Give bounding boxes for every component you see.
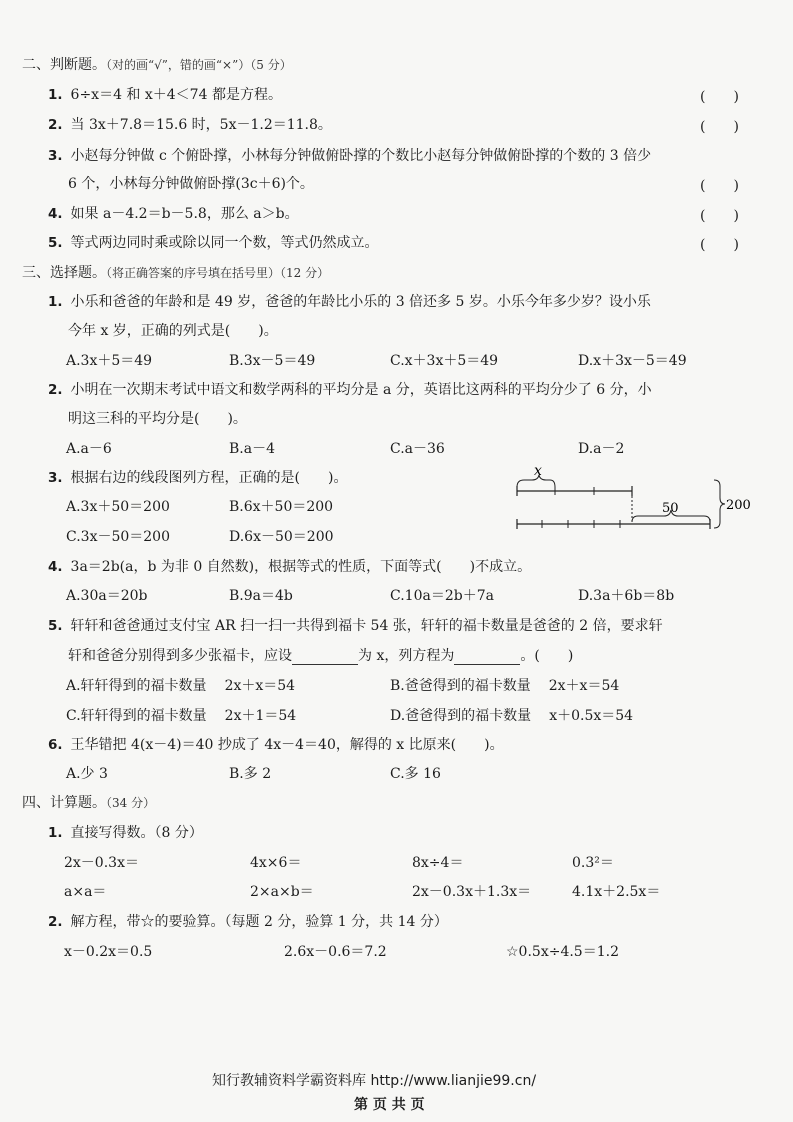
judge-question-3 — [48, 145, 651, 165]
section-2-heading — [22, 54, 292, 74]
question-number: 6. — [48, 737, 63, 753]
answer-paren[interactable]: ( ) — [700, 89, 739, 105]
question-text-continued: 6 个，小林每分钟做俯卧撑(3c＋6)个。 — [68, 176, 314, 192]
choice-question-5 — [48, 615, 663, 635]
calc-item: 4x×6＝ — [250, 855, 302, 871]
option-d[interactable] — [390, 705, 633, 725]
option-b[interactable]: B.6x＋50＝200 — [229, 499, 334, 515]
option-equation: 2x＋1＝54 — [224, 708, 297, 724]
question-number: 4. — [48, 206, 63, 222]
equation-item: ☆0.5x÷4.5＝1.2 — [506, 944, 619, 960]
page-number: 第 页 共 页 — [354, 1097, 425, 1113]
equation-item: 2.6x－0.6＝7.2 — [284, 944, 387, 960]
calc-item: 8x÷4＝ — [412, 855, 464, 871]
fill-blank[interactable] — [292, 650, 358, 665]
question-text: 轩和爸爸分别得到多少张福卡，应设 — [68, 648, 292, 664]
question-text: 轩轩和爸爸通过支付宝 AR 扫一扫一共得到福卡 54 张，轩轩的福卡数量是爸爸的 2 倍，要求轩 — [70, 618, 663, 634]
question-text: 小明在一次期末考试中语文和数学两科的平均分是 a 分，英语比这两科的平均分少了 6 分，小 — [70, 382, 652, 398]
option-a[interactable] — [66, 675, 295, 695]
option-a[interactable]: A.3x＋50＝200 — [66, 499, 170, 515]
question-number: 1. — [48, 825, 63, 841]
question-number: 5. — [48, 618, 63, 634]
question-number: 3. — [48, 148, 63, 164]
section-title: 二、判断题。 — [22, 57, 106, 73]
question-number: 2. — [48, 117, 63, 133]
question-number: 1. — [48, 87, 63, 103]
option-equation: 2x＋x＝54 — [548, 678, 620, 694]
brace-50 — [632, 510, 710, 522]
option-label: A.轩轩得到的福卡数量 — [66, 678, 207, 694]
question-text-continued: 明这三科的平均分是( )。 — [68, 411, 247, 427]
option-b[interactable]: B.9a＝4b — [229, 588, 293, 604]
choice-question-3 — [48, 467, 347, 487]
question-text: 王华错把 4(x－4)＝40 抄成了 4x－4＝40，解得的 x 比原来( )。 — [70, 737, 504, 753]
question-text-continued — [68, 645, 573, 665]
section-title: 三、选择题。 — [22, 265, 106, 281]
answer-paren[interactable]: ( ) — [700, 119, 739, 135]
option-c[interactable]: C.a－36 — [390, 441, 445, 457]
option-b[interactable]: B.多 2 — [229, 766, 272, 782]
option-d[interactable]: D.3a＋6b＝8b — [578, 588, 675, 604]
judge-question-4 — [48, 203, 299, 223]
section-4-heading — [22, 792, 155, 812]
option-a[interactable]: A.30a＝20b — [66, 588, 148, 604]
option-a[interactable]: A.少 3 — [66, 766, 108, 782]
option-a[interactable]: A.3x＋5＝49 — [66, 353, 153, 369]
answer-paren[interactable]: ( ) — [700, 208, 739, 224]
question-text: 根据右边的线段图列方程，正确的是( )。 — [70, 470, 348, 486]
option-d[interactable]: D.x＋3x－5＝49 — [578, 353, 687, 369]
option-c[interactable] — [66, 705, 296, 725]
question-text: 小乐和爸爸的年龄和是 49 岁，爸爸的年龄比小乐的 3 倍还多 5 岁。小乐今年多少岁？设小乐 — [70, 294, 651, 310]
question-text: 解方程，带☆的要验算。（每题 2 分，验算 1 分，共 14 分） — [70, 914, 448, 930]
calc-question-2 — [48, 911, 448, 931]
section-note: （对的画“√”，错的画“×”）（5 分） — [106, 58, 292, 72]
label-50: 50 — [662, 501, 679, 516]
question-text: 为 x，列方程为 — [358, 648, 455, 664]
choice-question-2 — [48, 379, 652, 399]
option-equation: x＋0.5x＝54 — [549, 708, 634, 724]
option-label: D.爸爸得到的福卡数量 — [390, 708, 532, 724]
choice-question-1 — [48, 291, 651, 311]
option-d[interactable]: D.a－2 — [578, 441, 625, 457]
option-b[interactable] — [390, 675, 619, 695]
question-number: 3. — [48, 470, 63, 486]
choice-question-6 — [48, 734, 504, 754]
choice-question-4 — [48, 556, 531, 576]
option-equation: 2x＋x＝54 — [224, 678, 296, 694]
answer-paren[interactable]: ( ) — [700, 237, 739, 253]
judge-question-1 — [48, 84, 282, 104]
question-text: 6÷x＝4 和 x＋4＜74 都是方程。 — [70, 87, 282, 103]
option-b[interactable]: B.a－4 — [229, 441, 275, 457]
question-text: 3a＝2b(a，b 为非 0 自然数)，根据等式的性质，下面等式( )不成立。 — [70, 559, 532, 575]
option-d[interactable]: D.6x－50＝200 — [229, 529, 334, 545]
section-note: （将正确答案的序号填在括号里）（12 分） — [106, 266, 330, 280]
judge-question-2 — [48, 114, 332, 134]
calc-item: a×a＝ — [64, 884, 107, 900]
option-label: B.爸爸得到的福卡数量 — [390, 678, 531, 694]
calc-item: 2×a×b＝ — [250, 884, 314, 900]
brace-200 — [714, 480, 725, 528]
calc-item: 2x－0.3x＝ — [64, 855, 139, 871]
question-number: 2. — [48, 914, 63, 930]
section-note: （34 分） — [106, 796, 156, 810]
question-text-continued: 今年 x 岁，正确的列式是( )。 — [68, 323, 278, 339]
question-text: 。( ) — [520, 648, 574, 664]
calc-item: 4.1x＋2.5x＝ — [572, 884, 661, 900]
question-number: 5. — [48, 235, 63, 251]
option-c[interactable]: C.3x－50＝200 — [66, 529, 171, 545]
option-a[interactable]: A.a－6 — [66, 441, 112, 457]
calc-item: 2x－0.3x＋1.3x＝ — [412, 884, 532, 900]
calc-question-1 — [48, 822, 203, 842]
line-segment-diagram — [510, 458, 760, 538]
question-number: 2. — [48, 382, 63, 398]
fill-blank[interactable] — [454, 650, 520, 665]
question-text: 等式两边同时乘或除以同一个数，等式仍然成立。 — [70, 235, 379, 251]
option-label: C.轩轩得到的福卡数量 — [66, 708, 207, 724]
judge-question-5 — [48, 232, 379, 252]
section-3-heading — [22, 262, 329, 282]
answer-paren[interactable]: ( ) — [700, 178, 739, 194]
section-title: 四、计算题。 — [22, 795, 106, 811]
label-x: x — [534, 463, 542, 479]
question-text: 直接写得数。（8 分） — [70, 825, 203, 841]
source-footer: 知行教辅资料学霸资料库 http://www.lianjie99.cn/ — [212, 1073, 537, 1089]
question-text: 如果 a－4.2＝b－5.8，那么 a＞b。 — [70, 206, 299, 222]
question-text: 小赵每分钟做 c 个俯卧撑，小林每分钟做俯卧撑的个数比小赵每分钟做俯卧撑的个数的 3 倍少 — [70, 148, 652, 164]
label-200: 200 — [726, 498, 751, 513]
option-c[interactable]: C.多 16 — [390, 766, 441, 782]
question-number: 4. — [48, 559, 63, 575]
option-c[interactable]: C.10a＝2b＋7a — [390, 588, 494, 604]
equation-item: x－0.2x＝0.5 — [64, 944, 153, 960]
option-b[interactable]: B.3x－5＝49 — [229, 353, 316, 369]
option-c[interactable]: C.x＋3x＋5＝49 — [390, 353, 499, 369]
calc-item: 0.3²＝ — [572, 855, 614, 871]
question-number: 1. — [48, 294, 63, 310]
question-text: 当 3x＋7.8＝15.6 时，5x－1.2＝11.8。 — [70, 117, 332, 133]
